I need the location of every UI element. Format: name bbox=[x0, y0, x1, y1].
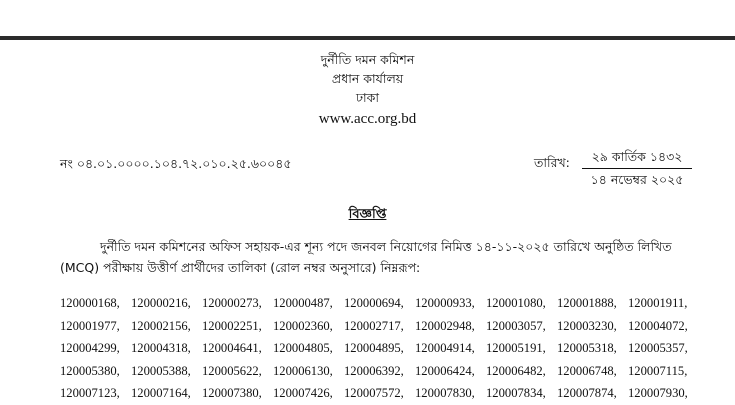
office-name: প্রধান কার্যালয় bbox=[331, 71, 404, 86]
roll-number: 120005318, bbox=[557, 341, 617, 355]
roll-number: 120007164, bbox=[131, 386, 191, 400]
body-line-1: দুর্নীতি দমন কমিশনের অফিস সহায়ক-এর শূন্য পদে জনবল নিয়োগের নিমিত্ত ১৪-১১-২০২৫ তারিখে অনুষ্ঠিত লিখিত bbox=[100, 239, 672, 254]
roll-number: 120002156, bbox=[131, 318, 191, 333]
roll-number: 120007380, bbox=[202, 386, 262, 400]
roll-number: 120005380, bbox=[60, 363, 120, 378]
roll-number: 120002717, bbox=[344, 318, 404, 333]
roll-number: 120002251, bbox=[202, 318, 262, 333]
roll-number: 120003230, bbox=[557, 318, 617, 333]
roll-number: 120007930, bbox=[628, 386, 688, 400]
website-link[interactable]: www.acc.org.bd bbox=[318, 111, 417, 127]
roll-number: 120005388, bbox=[131, 363, 191, 378]
roll-number: 120004299, bbox=[60, 341, 120, 355]
body-line-2: (MCQ) পরীক্ষায় উত্তীর্ণ প্রার্থীদের তালিকা (রোল নম্বর অনুসারে) নিম্নরূপ: bbox=[60, 260, 421, 275]
roll-number: 120006392, bbox=[344, 363, 404, 378]
roll-number: 120005622, bbox=[202, 363, 262, 378]
roll-number: 120007572, bbox=[344, 386, 404, 400]
roll-number: 120007115, bbox=[628, 363, 688, 378]
roll-number: 120007834, bbox=[486, 386, 546, 400]
roll-number: 120004895, bbox=[344, 341, 404, 355]
letterhead bbox=[0, 50, 735, 129]
roll-number: 120003057, bbox=[486, 318, 546, 333]
roll-number: 120001888, bbox=[557, 296, 617, 310]
roll-number: 120007426, bbox=[273, 386, 333, 400]
roll-number: 120007874, bbox=[557, 386, 617, 400]
roll-number: 120006424, bbox=[415, 363, 475, 378]
roll-number: 120000168, bbox=[60, 296, 120, 310]
roll-number: 120004914, bbox=[415, 341, 475, 355]
date-bangla: ২৯ কার্তিক ১৪৩২ bbox=[582, 148, 692, 169]
roll-number: 120006130, bbox=[273, 363, 333, 378]
org-name: দুর্নীতি দমন কমিশন bbox=[320, 52, 415, 67]
memo-number: নং ০৪.০১.০০০০.১০৪.৭২.০১০.২৫.৬০০৪৫ bbox=[60, 156, 292, 171]
date-block bbox=[582, 148, 692, 189]
roll-row bbox=[60, 382, 700, 405]
roll-number: 120005191, bbox=[486, 341, 546, 355]
roll-row bbox=[60, 337, 700, 360]
roll-number: 120007830, bbox=[415, 386, 475, 400]
roll-row bbox=[60, 315, 700, 338]
date-english: ১৪ নভেম্বর ২০২৫ bbox=[590, 172, 684, 187]
roll-number: 120000487, bbox=[273, 296, 333, 310]
roll-number: 120000694, bbox=[344, 296, 404, 310]
roll-row bbox=[60, 292, 700, 315]
roll-number: 120001911, bbox=[628, 296, 688, 310]
city-name: ঢাকা bbox=[355, 90, 380, 105]
roll-number: 120005357, bbox=[628, 341, 688, 355]
roll-number: 120006482, bbox=[486, 363, 546, 378]
roll-number: 120004318, bbox=[131, 341, 191, 355]
roll-row bbox=[60, 360, 700, 383]
roll-number: 120004805, bbox=[273, 341, 333, 355]
roll-number: 120004641, bbox=[202, 341, 262, 355]
notice-title-text: বিজ্ঞপ্তি bbox=[348, 207, 387, 222]
roll-number: 120001977, bbox=[60, 318, 120, 333]
roll-number: 120002948, bbox=[415, 318, 475, 333]
roll-number: 120000933, bbox=[415, 296, 475, 310]
roll-number: 120004072, bbox=[628, 318, 688, 333]
roll-number: 120001080, bbox=[486, 296, 546, 310]
roll-number-list bbox=[60, 292, 700, 405]
roll-number: 120006748, bbox=[557, 363, 617, 378]
roll-number: 120002360, bbox=[273, 318, 333, 333]
notice-body bbox=[60, 236, 692, 278]
roll-number: 120007123, bbox=[60, 386, 120, 400]
date-label: তারিখ: bbox=[534, 155, 570, 170]
roll-number: 120000273, bbox=[202, 296, 262, 310]
notice-title bbox=[0, 205, 735, 226]
roll-number: 120000216, bbox=[131, 296, 191, 310]
top-border-bar bbox=[0, 36, 735, 40]
